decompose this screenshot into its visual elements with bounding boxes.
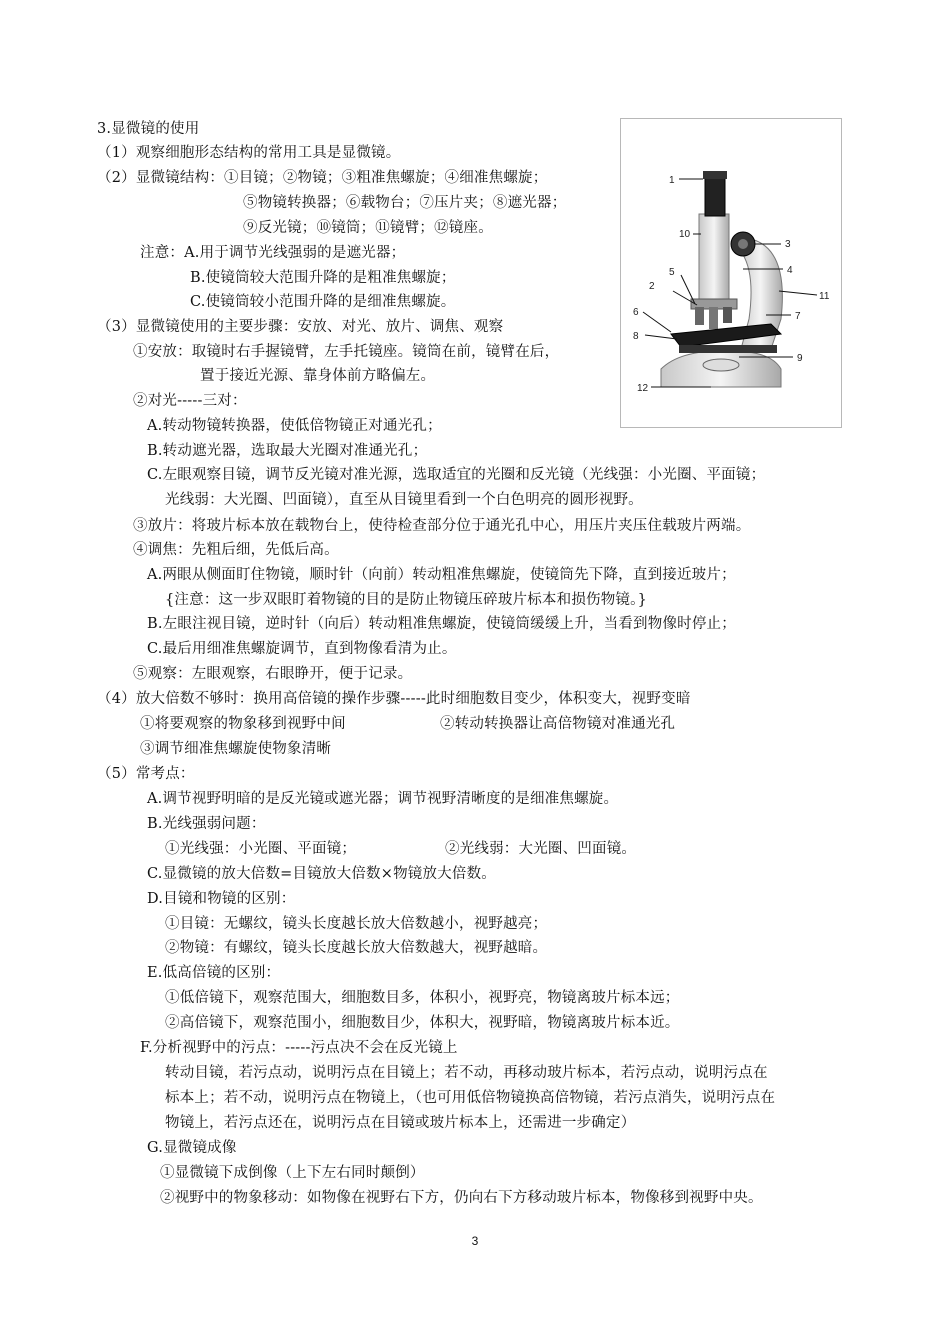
- step4-c: C.最后用细准焦螺旋调节，直到物像看清为止。: [147, 641, 457, 657]
- label-10: 10: [679, 229, 691, 240]
- paragraph-1: （1）观察细胞形态结构的常用工具是显微镜。: [97, 145, 401, 161]
- key-point-d1: ①目镜：无螺纹，镜头长度越长放大倍数越小，视野越亮；: [165, 916, 548, 932]
- label-8: 8: [633, 331, 639, 342]
- key-point-b2: ②光线弱：大光圈、凹面镜。: [445, 841, 637, 857]
- label-2: 2: [649, 281, 655, 292]
- step4-b: B.左眼注视目镜，逆时针（向后）转动粗准焦螺旋，使镜筒缓缓上升，当看到物像时停止；: [147, 616, 736, 632]
- label-12: 12: [637, 383, 649, 394]
- key-point-f-title: F.分析视野中的污点：-----污点决不会在反光镜上: [140, 1040, 458, 1056]
- label-7: 7: [795, 311, 801, 322]
- key-point-g1: ①显微镜下成倒像（上下左右同时颠倒）: [160, 1165, 425, 1181]
- page-number: 3: [471, 1234, 479, 1248]
- step2-title: ②对光-----三对：: [133, 393, 247, 409]
- key-point-b1: ①光线强：小光圈、平面镜；: [165, 841, 357, 857]
- step1-line2: 置于接近光源、靠身体前方略偏左。: [200, 368, 436, 384]
- step5: ⑤观察：左眼观察，右眼睁开，便于记录。: [133, 666, 413, 682]
- microscope-figure: [620, 118, 842, 428]
- step2-b: B.转动遮光器，选取最大光圈对准通光孔；: [147, 443, 428, 459]
- label-9: 9: [797, 353, 803, 364]
- note-c: C.使镜筒较小范围升降的是细准焦螺旋。: [190, 294, 456, 310]
- key-point-d2: ②物镜：有螺纹，镜头长度越长放大倍数越大，视野越暗。: [165, 940, 548, 956]
- note-b: B.使镜筒较大范围升降的是粗准焦螺旋；: [190, 270, 456, 286]
- structure-line-1: （2）显微镜结构：①目镜；②物镜；③粗准焦螺旋；④细准焦螺旋；: [97, 170, 548, 186]
- label-3: 3: [785, 239, 791, 250]
- key-point-e1: ①低倍镜下，观察范围大，细胞数目多，体积小，视野亮，物镜离玻片标本远；: [165, 990, 680, 1006]
- step4-a: A.两眼从侧面盯住物镜，顺时针（向前）转动粗准焦螺旋，使镜筒先下降，直到接近玻片；: [147, 567, 736, 583]
- key-points-title: （5）常考点：: [97, 766, 195, 782]
- key-point-f2: 标本上；若不动，说明污点在物镜上，（也可用低倍物镜换高倍物镜，若污点消失，说明污点在: [165, 1090, 776, 1106]
- section-title: 3.显微镜的使用: [97, 121, 200, 137]
- label-1: 1: [669, 175, 675, 186]
- step2-c1: C.左眼观察目镜，调节反光镜对准光源，选取适宜的光圈和反光镜（光线强：小光圈、平面镜；: [147, 467, 766, 483]
- key-point-f3: 物镜上，若污点还在，说明污点在目镜或玻片标本上，还需进一步确定）: [165, 1115, 636, 1131]
- note-a: 注意：A.用于调节光线强弱的是遮光器；: [140, 245, 406, 261]
- key-point-a: A.调节视野明暗的是反光镜或遮光器；调节视野清晰度的是细准焦螺旋。: [147, 791, 619, 807]
- structure-line-2: ⑤物镜转换器；⑥载物台；⑦压片夹；⑧遮光器；: [243, 195, 567, 211]
- high-power-step3: ③调节细准焦螺旋使物象清晰: [140, 741, 332, 757]
- label-5: 5: [669, 267, 675, 278]
- step1-line1: ①安放：取镜时右手握镜臂，左手托镜座。镜筒在前，镜臂在后，: [133, 344, 560, 360]
- high-power-step2: ②转动转换器让高倍物镜对准通光孔: [440, 716, 676, 732]
- key-point-f1: 转动目镜，若污点动，说明污点在目镜上；若不动，再移动玻片标本，若污点动，说明污点在: [165, 1065, 768, 1081]
- key-point-g2: ②视野中的物象移动：如物像在视野右下方，仍向右下方移动玻片标本，物像移到视野中央。: [160, 1190, 763, 1206]
- label-4: 4: [787, 265, 793, 276]
- steps-title: （3）显微镜使用的主要步骤：安放、对光、放片、调焦、观察: [97, 319, 504, 335]
- label-6: 6: [633, 307, 639, 318]
- key-point-e-title: E.低高倍镜的区别：: [147, 965, 281, 981]
- step2-a: A.转动物镜转换器，使低倍物镜正对通光孔；: [147, 418, 442, 434]
- step4-note: {注意：这一步双眼盯着物镜的目的是防止物镜压碎玻片标本和损伤物镜。}: [165, 592, 647, 608]
- microscope-diagram: [621, 119, 841, 427]
- key-point-g-title: G.显微镜成像: [147, 1140, 237, 1156]
- high-power-step1: ①将要观察的物象移到视野中间: [140, 716, 346, 732]
- key-point-c: C.显微镜的放大倍数=目镜放大倍数×物镜放大倍数。: [147, 866, 496, 882]
- step3: ③放片：将玻片标本放在载物台上，使待检查部分位于通光孔中心，用压片夹压住载玻片两端。: [133, 518, 751, 534]
- label-11: 11: [819, 291, 830, 302]
- key-point-e2: ②高倍镜下，观察范围小，细胞数目少，体积大，视野暗，物镜离玻片标本近。: [165, 1015, 680, 1031]
- structure-line-3: ⑨反光镜；⑩镜筒；⑪镜臂；⑫镜座。: [243, 220, 493, 236]
- high-power-title: （4）放大倍数不够时：换用高倍镜的操作步骤-----此时细胞数目变少，体积变大，视野变暗: [97, 691, 691, 707]
- step4-title: ④调焦：先粗后细，先低后高。: [133, 542, 339, 558]
- key-point-d-title: D.目镜和物镜的区别：: [147, 891, 296, 907]
- step2-c2: 光线弱：大光圈、凹面镜），直至从目镜里看到一个白色明亮的圆形视野。: [165, 492, 643, 508]
- key-point-b-title: B.光线强弱问题：: [147, 816, 266, 832]
